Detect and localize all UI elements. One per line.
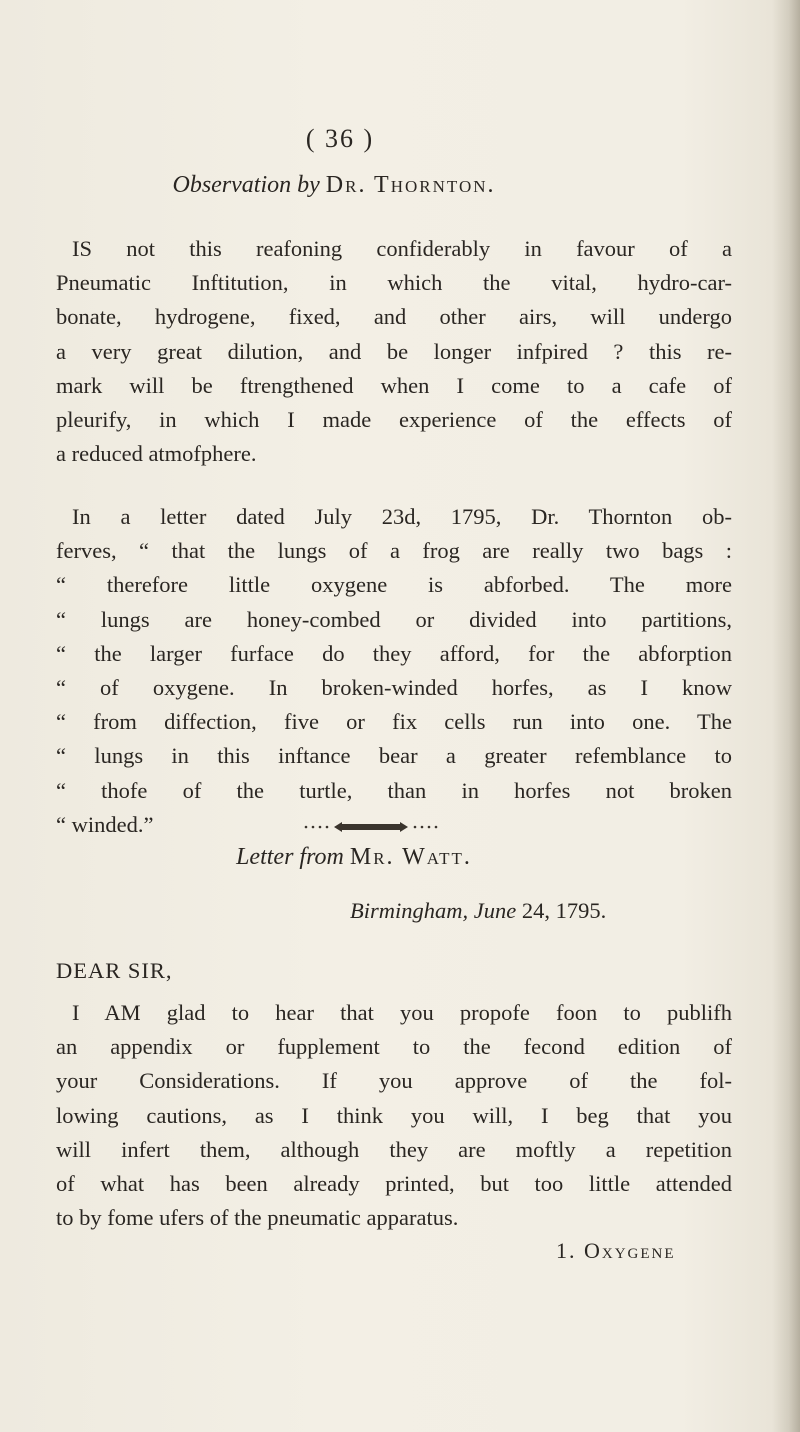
text-line: will infert them, although they are moftly a repetition <box>56 1136 732 1162</box>
text-line: of what has been already printed, but too little attended <box>56 1171 732 1197</box>
text-line: lowing cautions, as I think you will, I beg that you <box>56 1102 732 1128</box>
section-heading-thornton <box>0 172 668 199</box>
paragraph-letter-quote <box>56 500 732 842</box>
text-line: “ thofe of the turtle, than in horfes not broken <box>56 777 732 803</box>
text-line: ferves, “ that the lungs of a frog are really two bags : <box>56 538 732 564</box>
text-line: to by fome ufers of the pneumatic apparatus. <box>56 1205 459 1231</box>
paragraph-letter-body <box>56 996 732 1235</box>
text-line: a very great dilution, and be longer infpired ? this re- <box>56 338 732 364</box>
text-line: an appendix or fupplement to the fecond edition of <box>56 1034 732 1060</box>
letter-dateline <box>350 898 606 924</box>
paragraph-observation <box>56 232 732 471</box>
section-divider-ornament <box>300 820 450 834</box>
page-edge-shadow <box>772 0 800 1432</box>
section-heading-name: Dr. Thornton. <box>325 172 496 198</box>
text-line: bonate, hydrogene, fixed, and other airs, will undergo <box>56 304 732 330</box>
text-line: pleurify, in which I made experience of the effects of <box>56 407 732 433</box>
letter-salutation: DEAR SIR, <box>56 958 173 983</box>
dateline-day-year: 24, 1795. <box>521 898 607 923</box>
text-line: In a letter dated July 23d, 1795, Dr. Thornton ob- <box>72 504 732 529</box>
text-line: Pneumatic Inftitution, in which the vital, hydro-car- <box>56 270 732 296</box>
dateline-place: Birmingham, <box>350 898 469 923</box>
text-line: mark will be ftrengthened when I come to a cafe of <box>56 372 732 398</box>
page-number: ( 36 ) <box>305 124 375 153</box>
section-heading-italic: Letter from <box>236 844 344 870</box>
text-line: “ therefore little oxygene is abforbed. The more <box>56 572 732 598</box>
section-heading-italic: Observation by <box>172 172 320 198</box>
section-heading-watt <box>0 844 708 871</box>
catchword <box>556 1238 676 1264</box>
text-line: I AM glad to hear that you propofe foon to publifh <box>72 1000 732 1025</box>
text-line: “ from diffection, five or fix cells run into one. The <box>56 709 732 735</box>
text-line: “ lungs are honey-combed or divided into partitions, <box>56 606 732 632</box>
text-line: “ the larger furface do they afford, for the abforption <box>56 640 732 666</box>
text-line: a reduced atmofphere. <box>56 441 257 467</box>
text-line: “ of oxygene. In broken-winded horfes, as I know <box>56 675 732 701</box>
text-line: IS not this reafoning confiderably in favour of a <box>72 236 732 261</box>
text-line: “ lungs in this inftance bear a greater refemblance to <box>56 743 732 769</box>
catchword-text: 1. Oxygene <box>556 1238 676 1263</box>
dateline-month: June <box>473 898 517 923</box>
text-line: your Considerations. If you approve of the fol- <box>56 1068 732 1094</box>
section-heading-name: Mr. Watt. <box>349 844 472 870</box>
text-line: “ winded.” <box>56 811 154 837</box>
